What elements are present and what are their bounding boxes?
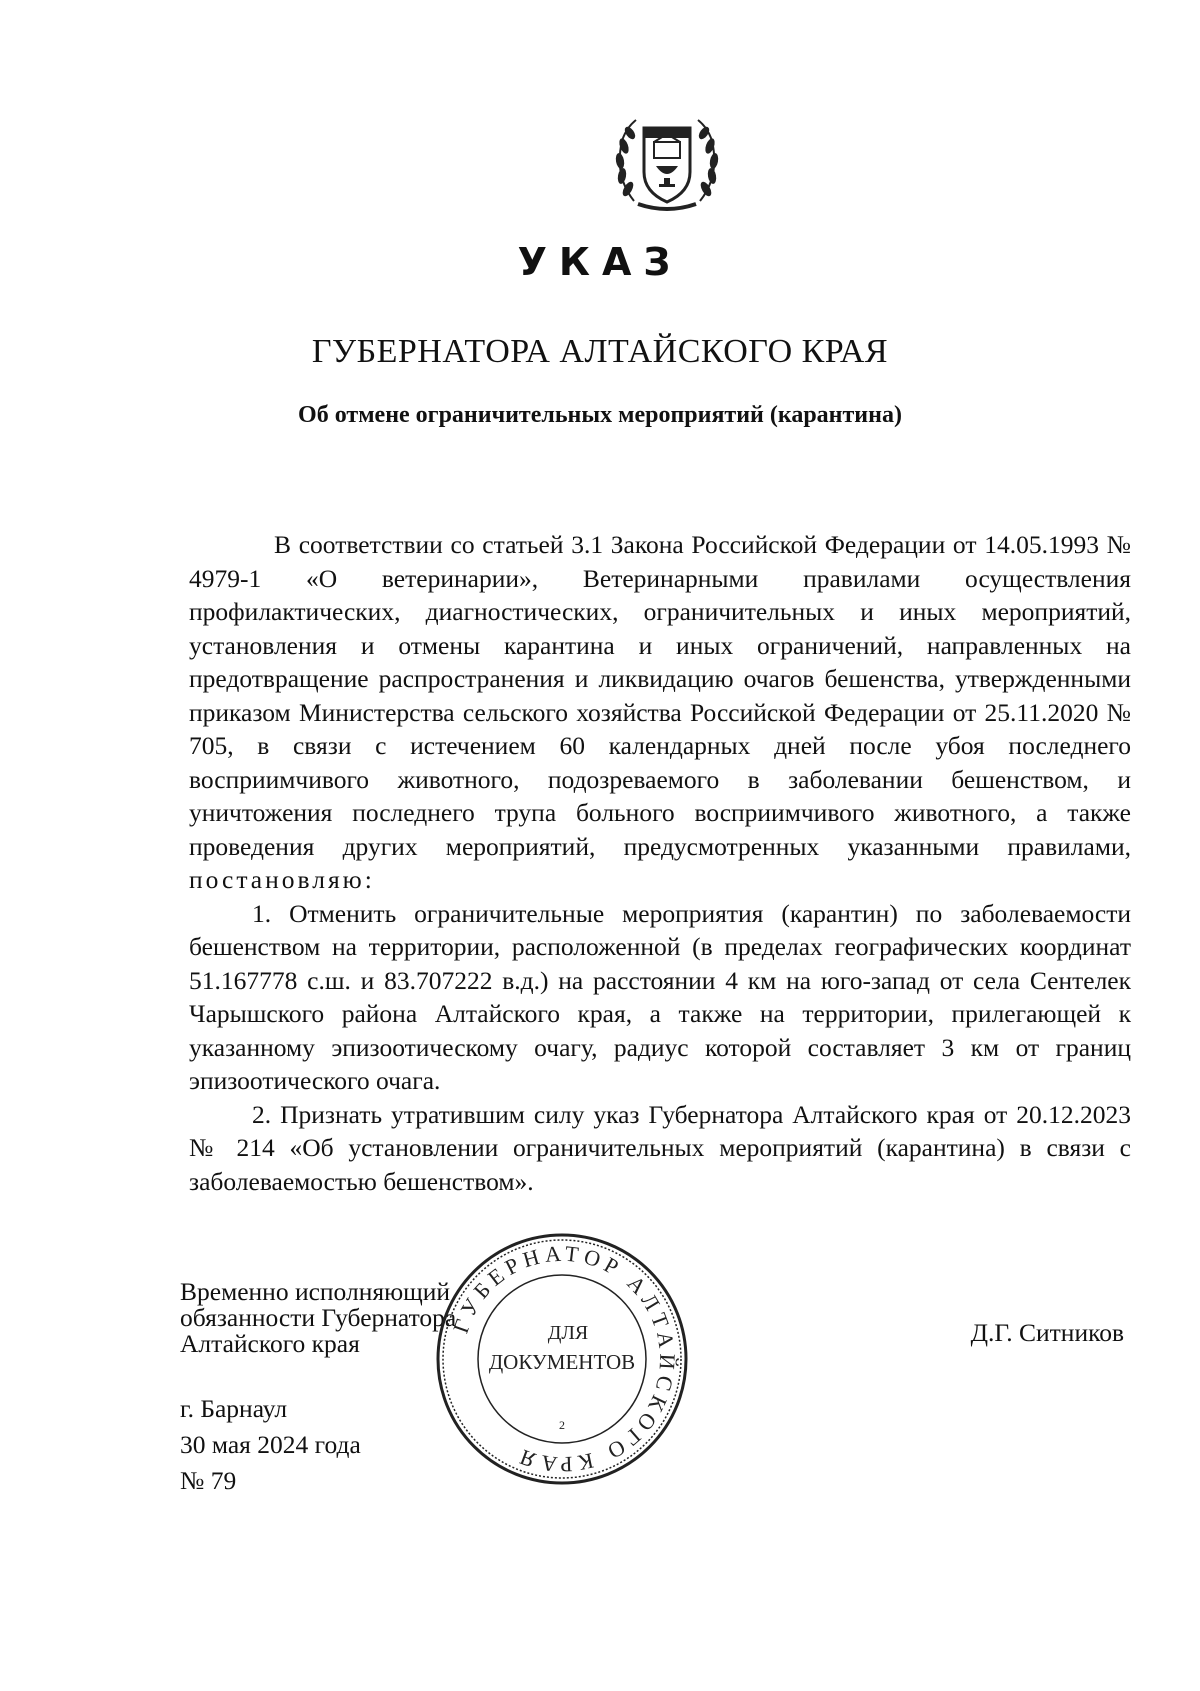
signatory-name: Д.Г. Ситников bbox=[970, 1318, 1124, 1347]
issue-number: № 79 bbox=[180, 1466, 237, 1495]
altai-krai-coat-of-arms-icon bbox=[604, 106, 730, 220]
issuer-title: ГУБЕРНАТОРА АЛТАЙСКОГО КРАЯ bbox=[311, 333, 889, 370]
decree-item-1: 1. Отменить ограничительные мероприятия (карантин) по заболеваемости бешенством на территории, расположенной (в пределах географических координат 51.167778 с.ш. и 83.707222 в.д.) на расстоянии 4 км на юго-запад от села Сентелек Чарышского района Алтайского края, а также на территории, прилегающей к указанному эпизоотическому очагу, радиус которой составляет 3 км от границ эпизоотического очага. bbox=[189, 898, 1131, 1095]
stamp-center-line1: ДЛЯ bbox=[547, 1322, 589, 1344]
stamp-number: 2 bbox=[559, 1418, 565, 1432]
issue-place: г. Барнаул bbox=[180, 1394, 288, 1423]
issue-details bbox=[180, 1391, 361, 1499]
decree-title: УКАЗ bbox=[517, 240, 683, 284]
issue-date: 30 мая 2024 года bbox=[180, 1430, 361, 1459]
stamp-center-line2: ДОКУМЕНТОВ bbox=[488, 1350, 636, 1374]
resolve-word: постановляю: bbox=[189, 865, 375, 894]
preamble-text: В соответствии со статьей 3.1 Закона Российской Федерации от 14.05.1993 № 4979-1 «О ветеринарии», Ветеринарными правилами осуществления профилактических, диагностических, ограничительных и иных мероприятий, установления и отмены карантина и иных ограничений, направленных на предотвращение распространения и ликвидацию очагов бешенства, утвержденными приказом Министерства сельского хозяйства Российской Федерации от 25.11.2020 № 705, в связи с истечением 60 календарных дней после убоя последнего восприимчивого животного, подозреваемого в заболевании бешенством, и уничтожения последнего трупа больного восприимчивого животного, а также проведения других мероприятий, предусмотренных указанными правилами, bbox=[189, 530, 1131, 861]
position-line: Алтайского края bbox=[180, 1329, 360, 1358]
decree-item-2: 2. Признать утратившим силу указ Губернатора Алтайского края от 20.12.2023 № 214 «Об установлении ограничительных мероприятий (карантина) в связи с заболеваемостью бешенством». bbox=[189, 1099, 1131, 1196]
signatory-position bbox=[180, 1279, 456, 1357]
stamp-ring-text: ГУБЕРНАТОР АЛТАЙСКОГО КРАЯ bbox=[447, 1240, 681, 1478]
official-stamp bbox=[432, 1229, 692, 1489]
preamble-paragraph bbox=[189, 528, 1131, 897]
decree-subject: Об отмене ограничительных мероприятий (карантина) bbox=[298, 402, 902, 428]
position-line: обязанности Губернатора bbox=[180, 1303, 457, 1332]
decree-body bbox=[189, 528, 1131, 1198]
position-line: Временно исполняющий bbox=[180, 1277, 451, 1306]
